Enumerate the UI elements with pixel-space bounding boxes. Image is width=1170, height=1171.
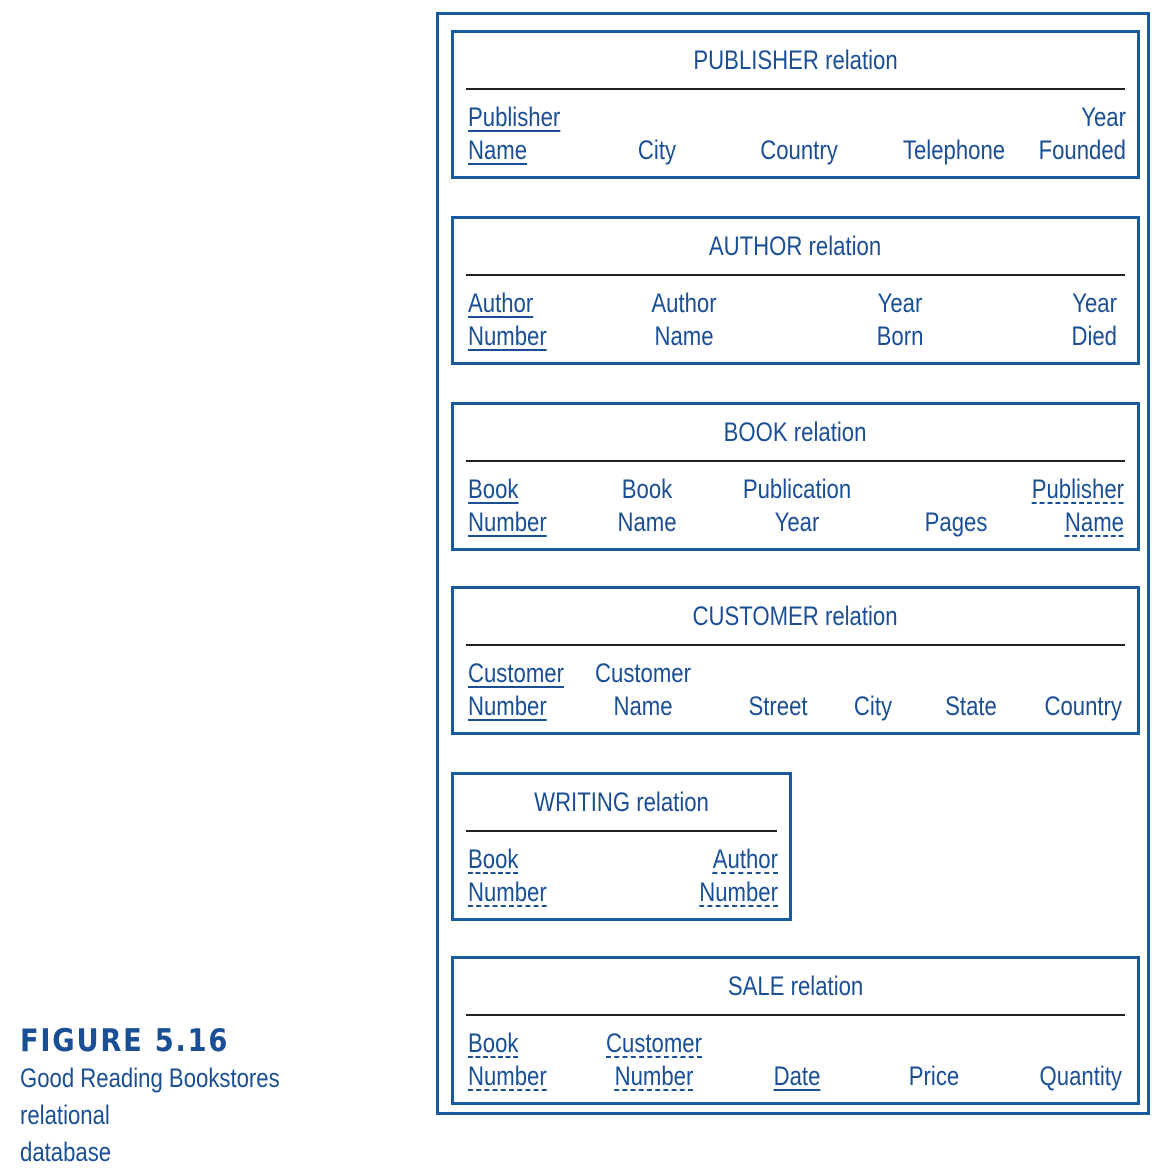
attribute-line-1: Year: [877, 288, 923, 318]
relation-title-text: AUTHOR relation: [709, 231, 882, 261]
attribute-line-1: Author: [651, 288, 717, 318]
attribute-line-2: Number: [699, 877, 778, 907]
figure-label: FIGURE 5.16: [20, 1023, 230, 1059]
attribute-line-1: Publisher: [468, 102, 561, 132]
attribute-line-1: Customer: [606, 1028, 702, 1058]
attribute-line-2: Number: [468, 877, 547, 907]
attribute: [1027, 657, 1122, 723]
attribute-line-1: Customer: [595, 658, 691, 688]
attribute: [850, 657, 897, 723]
attribute: [752, 101, 847, 167]
attribute-line-2: Telephone: [902, 135, 1006, 165]
relation-customer: [451, 586, 1140, 735]
attribute-line-2: State: [945, 691, 997, 721]
attribute-line-1: Publisher: [1031, 474, 1124, 504]
relation-title: [454, 785, 789, 819]
relation-title: [454, 43, 1137, 77]
attribute-line-1: Book: [468, 1028, 519, 1058]
figure-title-line: database: [20, 1137, 112, 1167]
attribute: [892, 101, 1017, 167]
attribute: [644, 287, 724, 353]
attribute: [468, 473, 564, 539]
attribute-line-1: Book: [468, 844, 519, 874]
attribute-line-2: Founded: [1038, 135, 1126, 165]
relation-title-text: WRITING relation: [534, 787, 709, 817]
attribute-line-1: [854, 657, 892, 690]
relation-title: [454, 229, 1137, 263]
attribute-line-1: [638, 101, 676, 134]
attribute: [1011, 473, 1124, 539]
relation-divider: [466, 1014, 1125, 1016]
attribute: [468, 843, 564, 909]
attribute-line-1: [774, 1027, 821, 1060]
attribute-line-1: Author: [712, 844, 778, 874]
attribute-line-1: Book: [621, 474, 673, 504]
relation-title-text: SALE relation: [727, 971, 864, 1001]
attribute-line-1: [925, 473, 988, 506]
attribute: [611, 473, 683, 539]
attribute-line-1: [1044, 657, 1122, 690]
relation-title: [454, 599, 1137, 633]
attribute: [903, 1027, 965, 1093]
attribute-line-2: Date: [773, 1061, 821, 1091]
relation-divider: [466, 830, 777, 832]
relation-title-text: PUBLISHER relation: [693, 45, 898, 75]
figure-title-line: Good Reading Bookstores relational: [20, 1063, 280, 1130]
attribute: [634, 101, 681, 167]
attribute-line-1: Author: [468, 288, 534, 318]
attribute-line-2: Number: [614, 1061, 694, 1091]
attribute-line-2: Country: [760, 135, 838, 165]
relation-title: [454, 415, 1137, 449]
relation-writing: [451, 772, 792, 921]
attribute: [939, 657, 1002, 723]
attribute: [468, 287, 564, 353]
relation-title-text: CUSTOMER relation: [692, 601, 899, 631]
relation-divider: [466, 644, 1125, 646]
attribute-line-1: Book: [468, 474, 519, 504]
attribute-line-1: [909, 1027, 959, 1060]
attribute-line-1: [945, 657, 997, 690]
attribute-line-2: Price: [908, 1061, 960, 1091]
attribute: [682, 843, 778, 909]
attribute-line-2: Country: [1044, 691, 1122, 721]
relation-title-text: BOOK relation: [724, 417, 867, 447]
attribute: [1061, 287, 1117, 353]
attribute-line-2: Name: [617, 507, 677, 537]
attribute: [918, 473, 995, 539]
attribute-line-2: Name: [613, 691, 673, 721]
attribute-line-2: Number: [468, 507, 547, 537]
attribute-line-2: Pages: [924, 507, 988, 537]
attribute-line-2: Died: [1071, 321, 1117, 351]
attribute-line-1: Customer: [468, 658, 564, 688]
relation-divider: [466, 460, 1125, 462]
attribute-line-1: Year: [1081, 102, 1126, 132]
attribute-line-2: Street: [748, 691, 808, 721]
attribute-line-2: City: [853, 691, 893, 721]
attribute-line-2: Year: [774, 507, 820, 537]
attribute: [584, 657, 701, 723]
relation-author: [451, 216, 1140, 365]
relation-publisher: [451, 30, 1140, 179]
attribute: [731, 473, 863, 539]
attribute-line-2: Born: [876, 321, 924, 351]
attribute: [768, 1027, 825, 1093]
attribute-line-2: Name: [1064, 507, 1124, 537]
attribute: [871, 287, 928, 353]
attribute-line-2: Number: [468, 321, 547, 351]
attribute: [742, 657, 814, 723]
relation-sale: [451, 956, 1140, 1105]
relation-book: [451, 402, 1140, 551]
attribute-line-1: [903, 101, 1005, 134]
attribute-line-1: [1040, 1027, 1122, 1060]
attribute: [595, 1027, 712, 1093]
attribute-line-2: Name: [468, 135, 528, 165]
attribute-line-2: Name: [654, 321, 714, 351]
attribute: [1019, 101, 1126, 167]
attribute-line-2: Quantity: [1039, 1061, 1122, 1091]
relation-divider: [466, 88, 1125, 90]
attribute-line-2: City: [637, 135, 677, 165]
attribute: [468, 657, 585, 723]
relation-title: [454, 969, 1137, 1003]
attribute: [468, 1027, 564, 1093]
attribute: [1021, 1027, 1122, 1093]
figure-caption: [20, 1022, 420, 1171]
attribute-line-1: [760, 101, 838, 134]
attribute-line-1: Year: [1072, 288, 1117, 318]
attribute-line-1: Publication: [742, 474, 852, 504]
attribute-line-2: Number: [468, 1061, 547, 1091]
figure-title: [20, 1060, 364, 1171]
attribute-line-1: [748, 657, 807, 690]
attribute: [468, 101, 581, 167]
attribute-line-2: Number: [468, 691, 547, 721]
relation-divider: [466, 274, 1125, 276]
